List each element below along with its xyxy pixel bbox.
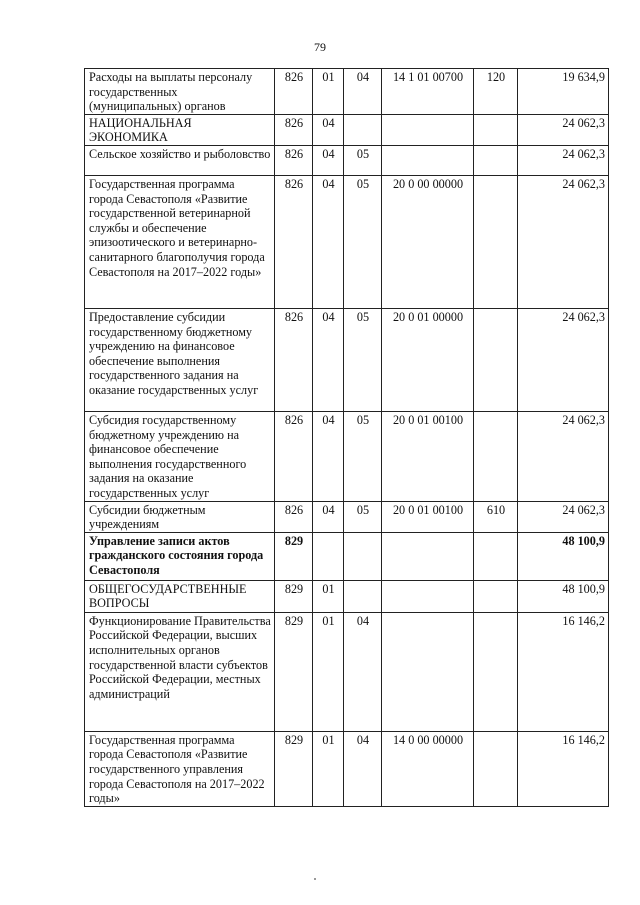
cell-pr: 04: [344, 69, 382, 115]
cell-amount: 48 100,9: [518, 580, 609, 612]
cell-rz: 04: [313, 308, 344, 411]
cell-vr: [474, 532, 518, 580]
cell-name: Предоставление субсидии государственному бюджетному учреждению на финансовое обеспечение выполнения государственного задания на оказание государственных услуг: [85, 308, 275, 411]
cell-pr: [344, 532, 382, 580]
cell-pr: 04: [344, 612, 382, 731]
cell-rz: 04: [313, 411, 344, 501]
cell-vr: [474, 411, 518, 501]
cell-pr: 05: [344, 145, 382, 175]
cell-ved: 826: [275, 411, 313, 501]
page-number: 79: [314, 40, 326, 54]
cell-name: Управление записи актов гражданского состояния города Севастополя: [85, 532, 275, 580]
cell-name: Государственная программа города Севастополя «Развитие государственной ветеринарной службы и обеспечение эпизоотического и ветеринарно-санитарного благополучия города Севастополя на 2017–2022 годы»: [85, 175, 275, 308]
cell-amount: 24 062,3: [518, 411, 609, 501]
cell-vr: [474, 731, 518, 806]
cell-csr: 20 0 01 00100: [382, 501, 474, 532]
cell-vr: [474, 145, 518, 175]
cell-ved: 826: [275, 114, 313, 145]
cell-amount: 16 146,2: [518, 612, 609, 731]
cell-rz: [313, 532, 344, 580]
table-row: [85, 532, 609, 580]
cell-csr: [382, 532, 474, 580]
cell-amount: 48 100,9: [518, 532, 609, 580]
cell-rz: 04: [313, 175, 344, 308]
cell-name: Субсидии бюджетным учреждениям: [85, 501, 275, 532]
cell-name: Сельское хозяйство и рыболовство: [85, 145, 275, 175]
cell-csr: 20 0 01 00100: [382, 411, 474, 501]
cell-pr: 04: [344, 731, 382, 806]
cell-rz: 04: [313, 114, 344, 145]
cell-pr: [344, 114, 382, 145]
budget-table: [84, 68, 609, 807]
cell-ved: 826: [275, 501, 313, 532]
table-row: [85, 145, 609, 175]
table-row: [85, 308, 609, 411]
cell-pr: [344, 580, 382, 612]
cell-rz: 01: [313, 731, 344, 806]
table-row: [85, 411, 609, 501]
table-row: [85, 175, 609, 308]
cell-amount: 24 062,3: [518, 145, 609, 175]
cell-csr: [382, 580, 474, 612]
cell-name: Субсидия государственному бюджетному учреждению на финансовое обеспечение выполнения государственного задания на оказание государственных услуг: [85, 411, 275, 501]
cell-ved: 829: [275, 580, 313, 612]
table-row: [85, 580, 609, 612]
cell-ved: 826: [275, 175, 313, 308]
cell-rz: 04: [313, 145, 344, 175]
cell-csr: [382, 612, 474, 731]
cell-csr: 14 0 00 00000: [382, 731, 474, 806]
table-row: [85, 114, 609, 145]
cell-vr: [474, 175, 518, 308]
cell-amount: 24 062,3: [518, 308, 609, 411]
cell-csr: 14 1 01 00700: [382, 69, 474, 115]
cell-pr: 05: [344, 175, 382, 308]
cell-ved: 826: [275, 308, 313, 411]
cell-amount: 16 146,2: [518, 731, 609, 806]
cell-vr: [474, 114, 518, 145]
cell-csr: 20 0 01 00000: [382, 308, 474, 411]
cell-vr: 610: [474, 501, 518, 532]
cell-rz: 01: [313, 69, 344, 115]
cell-rz: 01: [313, 612, 344, 731]
cell-rz: 04: [313, 501, 344, 532]
cell-pr: 05: [344, 411, 382, 501]
table-body: [85, 69, 609, 807]
cell-csr: [382, 114, 474, 145]
cell-vr: [474, 580, 518, 612]
cell-pr: 05: [344, 501, 382, 532]
cell-pr: 05: [344, 308, 382, 411]
cell-amount: 24 062,3: [518, 114, 609, 145]
cell-csr: 20 0 00 00000: [382, 175, 474, 308]
cell-vr: [474, 612, 518, 731]
scan-dot: [314, 878, 316, 880]
table-row: [85, 731, 609, 806]
cell-csr: [382, 145, 474, 175]
cell-amount: 19 634,9: [518, 69, 609, 115]
cell-ved: 829: [275, 612, 313, 731]
cell-name: Функционирование Правительства Российской Федерации, высших исполнительных органов государственной власти субъектов Российской Федерации, местных администраций: [85, 612, 275, 731]
cell-name: НАЦИОНАЛЬНАЯ ЭКОНОМИКА: [85, 114, 275, 145]
cell-amount: 24 062,3: [518, 175, 609, 308]
cell-ved: 829: [275, 731, 313, 806]
cell-name: Расходы на выплаты персоналу государственных (муниципальных) органов: [85, 69, 275, 115]
cell-rz: 01: [313, 580, 344, 612]
cell-ved: 829: [275, 532, 313, 580]
cell-ved: 826: [275, 69, 313, 115]
cell-ved: 826: [275, 145, 313, 175]
table-row: [85, 69, 609, 115]
cell-name: Государственная программа города Севастополя «Развитие государственного управления города Севастополя на 2017–2022 годы»: [85, 731, 275, 806]
cell-vr: [474, 308, 518, 411]
table-row: [85, 612, 609, 731]
cell-vr: 120: [474, 69, 518, 115]
cell-name: ОБЩЕГОСУДАРСТВЕННЫЕ ВОПРОСЫ: [85, 580, 275, 612]
cell-amount: 24 062,3: [518, 501, 609, 532]
table-row: [85, 501, 609, 532]
